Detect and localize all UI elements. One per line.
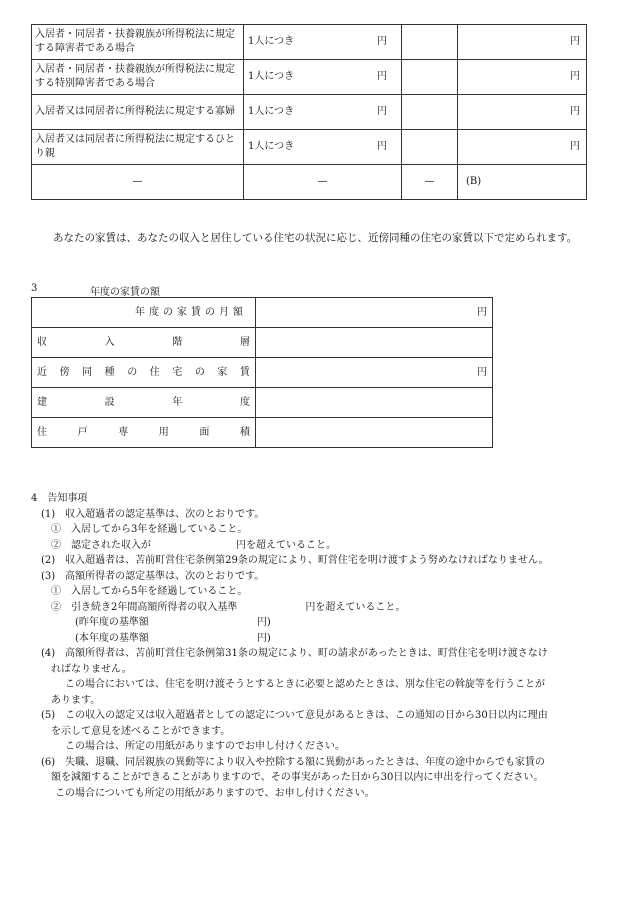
yen-unit: 円 <box>377 36 387 47</box>
per-person-label: 1人につき <box>248 106 295 117</box>
yen-unit: 円 <box>377 106 387 117</box>
notice-6-line2: 額を減額することができることがありますので、その事実があった日から30日以内に申出を行ってください。 <box>51 772 544 783</box>
yen-unit: 円 <box>570 141 580 152</box>
rent-table <box>31 297 493 448</box>
table-row <box>32 165 587 200</box>
empty-cell <box>402 130 458 165</box>
spread-label: 住 戸 専 用 面 積 <box>37 426 250 438</box>
empty-cell <box>402 95 458 130</box>
table-row <box>32 130 587 165</box>
section3-number: 3 <box>31 283 38 294</box>
row-label: 年度の家賃の月額 <box>32 298 256 328</box>
notice-5-line2: を示して意見を述べることができます。 <box>51 725 231 737</box>
table-row <box>32 358 493 388</box>
per-person-label: 1人につき <box>248 141 295 152</box>
yen-unit: 円 <box>377 71 387 82</box>
yen-unit: 円 <box>570 106 580 117</box>
row-label <box>32 328 256 358</box>
notice-3: (3) 高額所得者の認定基準は、次のとおりです。 <box>41 570 265 582</box>
yen-unit: 円 <box>570 71 580 82</box>
deduction-table <box>31 24 587 200</box>
notice-4-line1: (4) 高額所得者は、苫前町営住宅条例第31条の規定により、町の請求があったときは、町営住宅を明け渡さなけ <box>41 648 548 659</box>
row-label <box>32 358 256 388</box>
table-row <box>32 298 493 328</box>
table-row <box>32 60 587 95</box>
notice-4-line4: あります。 <box>51 694 101 706</box>
b-total-label: (B) <box>458 165 587 200</box>
table-row <box>32 388 493 418</box>
spread-label: 近 傍 同 種 の 住 宅 の 家 賃 <box>37 366 250 378</box>
notice-1: (1) 収入超過者の認定基準は、次のとおりです。 <box>41 508 265 520</box>
notice-4-line2: ればなりません。 <box>51 663 132 675</box>
section4-title: 4 告知事項 <box>31 493 88 504</box>
table-row <box>32 25 587 60</box>
row-label <box>32 418 256 448</box>
notice-3-2: ② 引き続き2年間高額所得者の収入基準 円を超えていること。 <box>51 601 406 613</box>
notice-4-line3: この場合においては、住宅を明け渡そうとするときに必要と認めたときは、別な住宅の斡旋等を行うことが <box>65 679 545 690</box>
notice-6-line1: (6) 失職、退職、同居親族の異動等により収入や控除する額に異動があったときは、年度の途中からでも家賃の <box>41 756 545 768</box>
yen-unit: 円 <box>377 141 387 152</box>
table-row <box>32 95 587 130</box>
notice-3-this-year: (本年度の基準額 円) <box>75 632 271 644</box>
spread-label: 建 設 年 度 <box>37 396 250 408</box>
dash-cell: — <box>244 165 402 200</box>
notice-1-2: ② 認定された収入が 円を超えていること。 <box>51 539 336 551</box>
notice-3-last-year: (昨年度の基準額 円) <box>75 617 271 628</box>
notice-5-line3: この場合は、所定の用紙がありますのでお申し付けください。 <box>65 741 345 752</box>
empty-cell <box>402 25 458 60</box>
row-label: 入居者又は同居者に所得税法に規定するひとり親 <box>32 130 244 165</box>
per-person-label: 1人につき <box>248 71 295 82</box>
yen-unit: 円 <box>570 36 580 47</box>
empty-cell <box>402 60 458 95</box>
dash-cell: — <box>32 165 244 200</box>
notice-3-1: ① 入居してから5年を経過していること。 <box>51 586 248 597</box>
yen-unit: 円 <box>477 367 487 378</box>
notice-6-line3: この場合についても所定の用紙がありますので、お申し付けください。 <box>55 787 375 799</box>
notice-5-line1: (5) この収入の認定又は収入超過者としての認定について意見があるときは、この通知の日から30日以内に理由 <box>41 710 548 721</box>
row-label: 入居者・同居者・扶養親族が所得税法に規定する特別障害者である場合 <box>32 60 244 95</box>
row-label: 入居者又は同居者に所得税法に規定する寡婦 <box>32 95 244 130</box>
yen-unit: 円 <box>477 307 487 318</box>
rent-explanation: あなたの家賃は、あなたの収入と居住している住宅の状況に応じ、近傍同種の住宅の家賃以下で定められます。 <box>53 232 578 244</box>
notice-2: (2) 収入超過者は、苫前町営住宅条例第29条の規定により、町営住宅を明け渡すよう努めなければなりません。 <box>41 555 549 566</box>
notice-1-1: ① 入居してから3年を経過していること。 <box>51 524 248 535</box>
section3-title: 年度の家賃の額 <box>90 287 160 298</box>
dash-cell: — <box>402 165 458 200</box>
table-row <box>32 328 493 358</box>
notice-items <box>31 491 606 801</box>
section3-heading <box>31 283 160 298</box>
row-label <box>32 388 256 418</box>
table-row <box>32 418 493 448</box>
per-person-label: 1人につき <box>248 36 295 47</box>
spread-label: 収 入 階 層 <box>37 336 250 348</box>
row-label: 入居者・同居者・扶養親族が所得税法に規定する障害者である場合 <box>32 25 244 60</box>
